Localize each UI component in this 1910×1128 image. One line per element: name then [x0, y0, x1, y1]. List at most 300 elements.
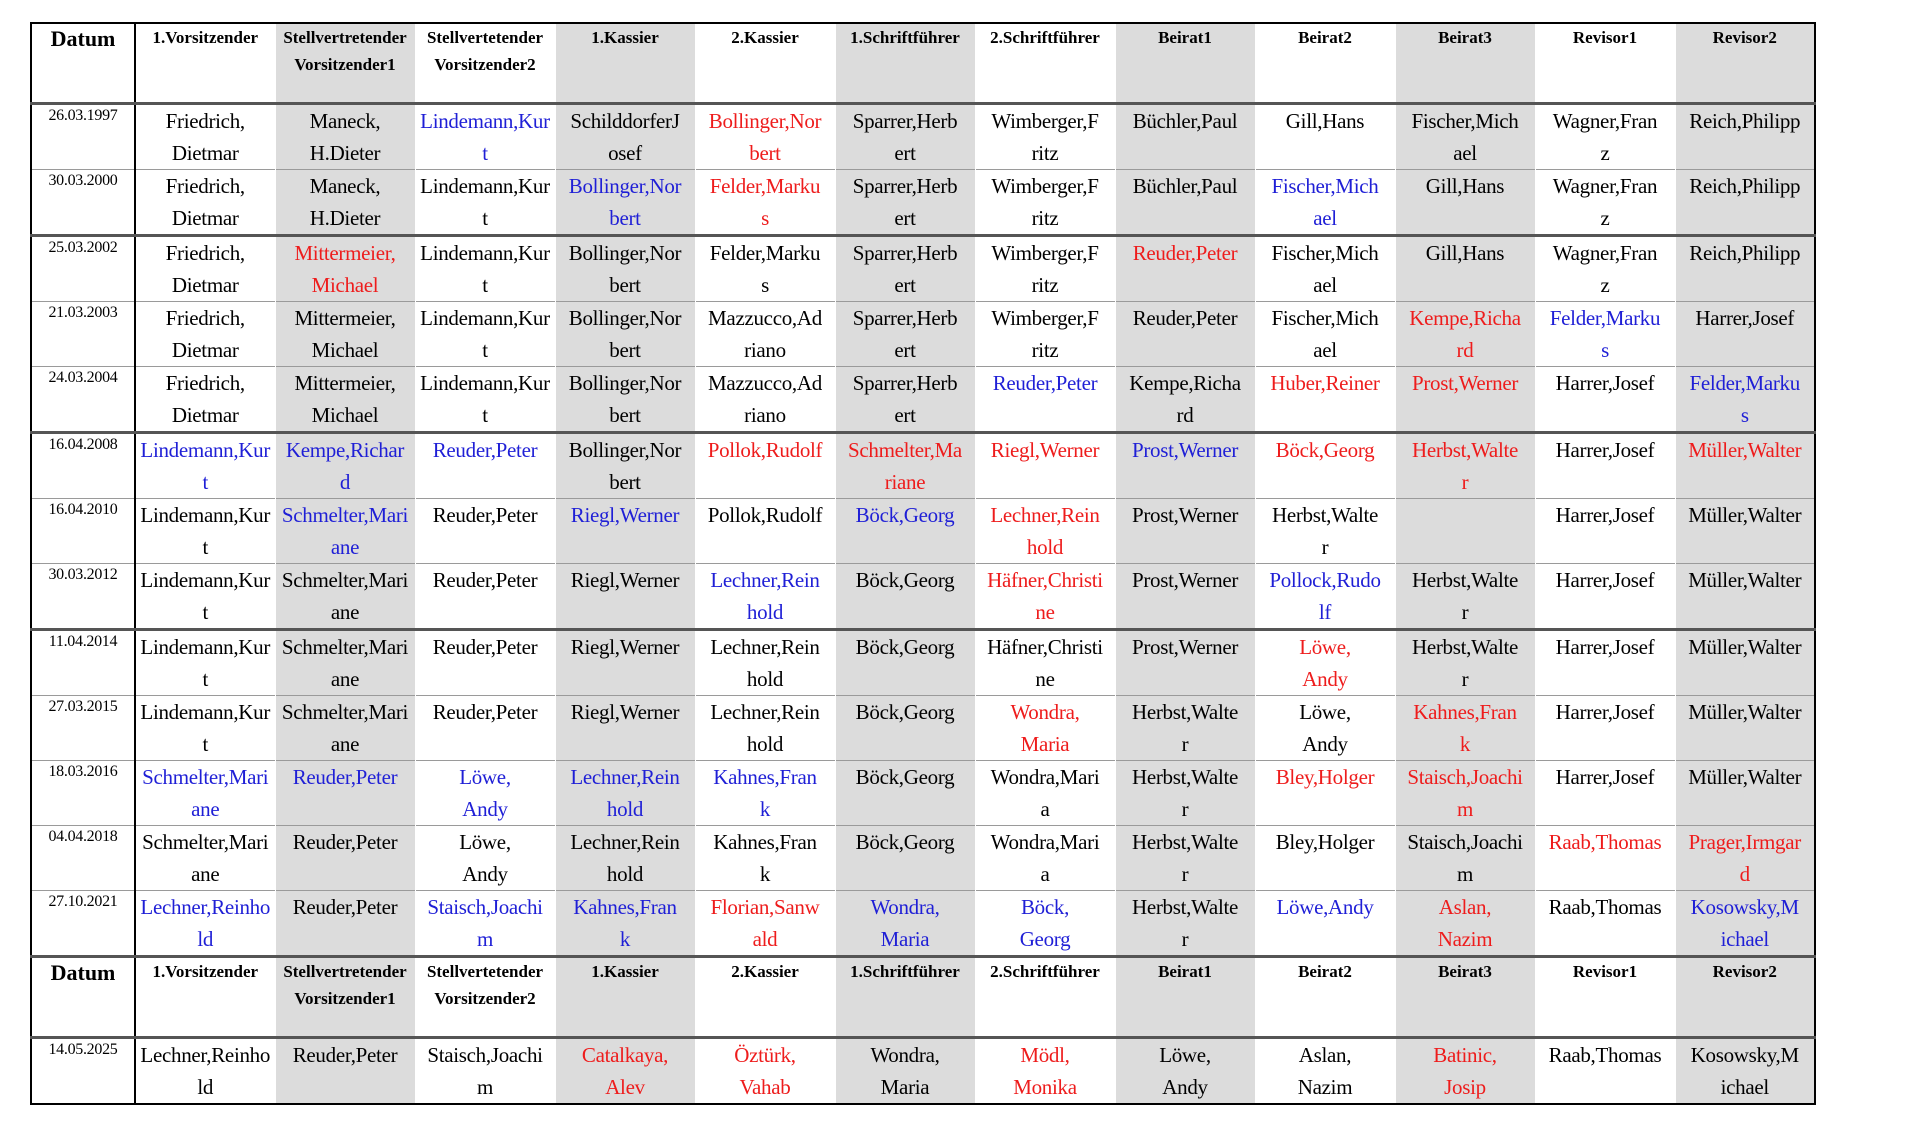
cell-line: Maneck,: [309, 174, 381, 198]
officer-cell: [1115, 302, 1255, 367]
cell-line: Felder,Marku: [709, 174, 821, 198]
cell-line: Revisor1: [1572, 962, 1638, 981]
officer-cell: [695, 236, 835, 302]
cell-line: t: [482, 141, 488, 165]
officer-cell: [835, 302, 975, 367]
cell-line: Georg: [1019, 927, 1071, 951]
cell-line: Schmelter,Mari: [281, 568, 409, 592]
officer-cell: [1535, 891, 1675, 957]
cell-line: Pollok,Rudolf: [707, 503, 823, 527]
officer-cell: [1395, 826, 1535, 891]
officer-cell: [835, 564, 975, 630]
cell-line: Dietmar: [171, 403, 239, 427]
officer-cell: [695, 826, 835, 891]
cell-line: ael: [1453, 141, 1477, 165]
cell-line: SchilddorferJ: [570, 109, 680, 133]
cell-line: Schmelter,Mari: [281, 700, 409, 724]
officer-cell: [695, 761, 835, 826]
header-row: [31, 23, 1815, 104]
cell-line: Herbst,Walte: [1411, 438, 1519, 462]
cell-line: m: [476, 927, 494, 951]
cell-line: ritz: [1031, 273, 1059, 297]
election-date: 24.03.2004: [31, 367, 135, 433]
cell-line: Mittermeier,: [294, 371, 396, 395]
cell-line: hold: [746, 600, 784, 624]
cell-line: bert: [749, 141, 781, 165]
cell-line: Wimberger,F: [991, 306, 1099, 330]
cell-line: 2.Kassier: [731, 962, 799, 981]
cell-line: Reich,Philipp: [1689, 241, 1801, 265]
cell-line: Wimberger,F: [991, 174, 1099, 198]
officer-cell: [275, 761, 415, 826]
cell-line: Harrer,Josef: [1555, 700, 1655, 724]
officer-cell: [1535, 236, 1675, 302]
cell-line: rd: [1176, 403, 1194, 427]
cell-line: Löwe,: [459, 765, 511, 789]
officer-cell: [1535, 1038, 1675, 1105]
cell-line: Mödl,: [1020, 1043, 1070, 1067]
cell-line: Pollock,Rudo: [1269, 568, 1381, 592]
officer-cell: [1395, 630, 1535, 696]
officer-cell: [1255, 499, 1395, 564]
cell-line: Kosowsky,M: [1690, 1043, 1799, 1067]
cell-line: Beirat1: [1158, 962, 1212, 981]
cell-line: Böck,Georg: [855, 700, 955, 724]
officer-cell: [1255, 761, 1395, 826]
officer-cell: [1395, 696, 1535, 761]
officer-cell: [1395, 104, 1535, 170]
cell-line: s: [761, 273, 769, 297]
cell-line: t: [202, 732, 209, 756]
cell-line: bert: [609, 273, 641, 297]
cell-line: Häfner,Christi: [987, 568, 1103, 592]
election-date: 27.03.2015: [31, 696, 135, 761]
officer-cell: [135, 236, 275, 302]
cell-line: Raab,Thomas: [1548, 830, 1662, 854]
officer-cell: [1535, 302, 1675, 367]
officer-cell: [1535, 564, 1675, 630]
cell-line: Reuder,Peter: [292, 830, 398, 854]
officer-cell: [1115, 499, 1255, 564]
cell-line: Bollinger,Nor: [568, 438, 682, 462]
cell-line: Dietmar: [171, 273, 239, 297]
cell-line: ael: [1313, 273, 1337, 297]
table-row: [31, 891, 1815, 957]
officer-cell: [135, 1038, 275, 1105]
cell-line: Wagner,Fran: [1552, 109, 1658, 133]
cell-line: a: [1040, 797, 1050, 821]
officer-cell: [135, 367, 275, 433]
officer-cell: [695, 564, 835, 630]
cell-line: t: [202, 470, 209, 494]
officer-cell: [835, 170, 975, 236]
cell-line: Revisor2: [1712, 962, 1777, 981]
cell-line: Maneck,: [309, 109, 381, 133]
cell-line: Wondra,: [870, 895, 940, 919]
cell-line: ld: [197, 927, 214, 951]
table-row: [31, 564, 1815, 630]
cell-line: t: [482, 338, 488, 362]
officer-cell: [1535, 170, 1675, 236]
cell-line: ne: [1035, 667, 1055, 691]
cell-line: riane: [884, 470, 926, 494]
cell-line: r: [1461, 470, 1469, 494]
cell-line: Friedrich,: [165, 109, 245, 133]
cell-line: Sparrer,Herb: [852, 174, 958, 198]
column-header: [1675, 23, 1815, 104]
cell-line: Sparrer,Herb: [852, 306, 958, 330]
officer-cell: [135, 499, 275, 564]
cell-line: Bollinger,Nor: [708, 109, 822, 133]
officer-cell: [555, 891, 695, 957]
cell-line: Harrer,Josef: [1555, 635, 1655, 659]
officer-cell: [1115, 891, 1255, 957]
cell-line: bert: [609, 470, 641, 494]
cell-line: ael: [1313, 206, 1337, 230]
officer-cell: [1395, 1038, 1535, 1105]
cell-line: Josip: [1444, 1075, 1486, 1099]
cell-line: hold: [746, 667, 784, 691]
cell-line: Löwe,: [459, 830, 511, 854]
cell-line: Fischer,Mich: [1271, 174, 1379, 198]
cell-line: Stellvertretender: [283, 28, 407, 47]
officer-cell: [555, 433, 695, 499]
officer-cell: [975, 826, 1115, 891]
cell-line: bert: [609, 206, 641, 230]
cell-line: s: [761, 206, 769, 230]
cell-line: k: [759, 862, 771, 886]
table-row: [31, 696, 1815, 761]
cell-line: Reuder,Peter: [432, 568, 538, 592]
cell-line: Staisch,Joachi: [1407, 765, 1523, 789]
officer-cell: [1255, 630, 1395, 696]
officer-cell: [1675, 170, 1815, 236]
cell-line: Herbst,Walte: [1411, 635, 1519, 659]
cell-line: Prost,Werner: [1131, 503, 1239, 527]
officer-cell: [1115, 104, 1255, 170]
cell-line: Dietmar: [171, 141, 239, 165]
officer-cell: [415, 236, 555, 302]
cell-line: Michael: [311, 338, 379, 362]
cell-line: Büchler,Paul: [1132, 174, 1238, 198]
cell-line: Harrer,Josef: [1555, 765, 1655, 789]
cell-line: Sparrer,Herb: [852, 241, 958, 265]
cell-line: 1.Schriftführer: [850, 28, 960, 47]
officer-cell: [275, 499, 415, 564]
officer-cell: [835, 761, 975, 826]
officer-cell: [415, 891, 555, 957]
cell-line: Bollinger,Nor: [568, 306, 682, 330]
cell-line: rd: [1456, 338, 1474, 362]
cell-line: Lindemann,Kur: [140, 503, 271, 527]
cell-line: Andy: [1302, 732, 1348, 756]
cell-line: Böck,: [1020, 895, 1070, 919]
cell-line: ert: [894, 206, 916, 230]
officer-cell: [1255, 367, 1395, 433]
header-datum: [31, 957, 135, 1038]
cell-line: Bollinger,Nor: [568, 174, 682, 198]
officer-cell: [835, 104, 975, 170]
cell-line: a: [1040, 862, 1050, 886]
officer-cell: [415, 564, 555, 630]
cell-line: Lindemann,Kur: [140, 635, 271, 659]
cell-line: Raab,Thomas: [1548, 895, 1662, 919]
officer-cell: [1675, 564, 1815, 630]
cell-line: m: [1456, 862, 1474, 886]
table-row: [31, 104, 1815, 170]
cell-line: Schmelter,Mari: [142, 765, 269, 789]
cell-line: Nazim: [1437, 927, 1493, 951]
officer-cell: [1675, 499, 1815, 564]
cell-line: Staisch,Joachi: [427, 1043, 543, 1067]
officer-cell: [415, 761, 555, 826]
column-header: [1255, 23, 1395, 104]
cell-line: Stellvertetender: [426, 962, 544, 981]
officer-cell: [415, 696, 555, 761]
officer-cell: [975, 433, 1115, 499]
cell-line: Wagner,Fran: [1552, 241, 1658, 265]
election-date: 16.04.2008: [31, 433, 135, 499]
cell-line: bert: [609, 338, 641, 362]
column-header: [835, 23, 975, 104]
officer-cell: [1115, 630, 1255, 696]
cell-line: Lechner,Reinho: [140, 1043, 271, 1067]
cell-line: Schmelter,Mari: [142, 830, 269, 854]
cell-line: Böck,Georg: [855, 503, 955, 527]
cell-line: Herbst,Walte: [1131, 765, 1239, 789]
cell-line: m: [476, 1075, 494, 1099]
cell-line: Friedrich,: [165, 306, 245, 330]
column-header: [135, 23, 275, 104]
cell-line: Dietmar: [171, 338, 239, 362]
officer-cell: [1675, 104, 1815, 170]
officer-cell: [1535, 761, 1675, 826]
officer-cell: [975, 630, 1115, 696]
cell-line: Löwe,: [1299, 700, 1351, 724]
column-header: [415, 957, 555, 1038]
officer-cell: [135, 170, 275, 236]
cell-line: d: [1739, 862, 1750, 886]
officer-cell: [555, 302, 695, 367]
cell-line: hold: [606, 797, 644, 821]
cell-line: Büchler,Paul: [1132, 109, 1238, 133]
election-date: 18.03.2016: [31, 761, 135, 826]
cell-line: ichael: [1720, 1075, 1769, 1099]
officer-cell: [555, 367, 695, 433]
cell-line: Stellvertretender: [283, 962, 407, 981]
header-row: [31, 957, 1815, 1038]
cell-line: t: [202, 667, 209, 691]
officer-cell: [275, 1038, 415, 1105]
officer-cell: [975, 761, 1115, 826]
cell-line: Fischer,Mich: [1271, 241, 1379, 265]
election-date: 30.03.2012: [31, 564, 135, 630]
cell-line: d: [339, 470, 351, 494]
officer-cell: [555, 761, 695, 826]
cell-line: Müller,Walter: [1688, 765, 1802, 789]
cell-line: Herbst,Walte: [1271, 503, 1379, 527]
election-date: 27.10.2021: [31, 891, 135, 957]
cell-line: Harrer,Josef: [1555, 503, 1655, 527]
cell-line: Schmelter,Ma: [848, 438, 962, 462]
cell-line: Riegl,Werner: [570, 635, 680, 659]
cell-line: riano: [744, 338, 786, 362]
table-row: [31, 1038, 1815, 1105]
officer-cell: [1675, 302, 1815, 367]
election-date: 26.03.1997: [31, 104, 135, 170]
officer-cell: [275, 302, 415, 367]
cell-line: m: [1456, 797, 1474, 821]
cell-line: Felder,Marku: [1549, 306, 1661, 330]
cell-line: Beirat2: [1298, 28, 1352, 47]
officer-cell: [1115, 826, 1255, 891]
cell-line: Wondra,: [1010, 700, 1080, 724]
column-header: [135, 957, 275, 1038]
cell-line: ald: [752, 927, 778, 951]
cell-line: Riegl,Werner: [570, 503, 680, 527]
column-header: [415, 23, 555, 104]
cell-line: Reuder,Peter: [432, 635, 538, 659]
column-header: [695, 23, 835, 104]
officer-cell: [975, 891, 1115, 957]
cell-line: ritz: [1031, 141, 1059, 165]
officer-cell: [555, 1038, 695, 1105]
cell-line: k: [759, 797, 771, 821]
cell-line: Lechner,Rein: [570, 830, 680, 854]
officer-cell: [1255, 564, 1395, 630]
cell-line: ael: [1313, 338, 1337, 362]
cell-line: Reuder,Peter: [292, 1043, 398, 1067]
officer-cell: [415, 367, 555, 433]
cell-line: t: [482, 273, 488, 297]
officer-cell: [1675, 761, 1815, 826]
officer-cell: [975, 696, 1115, 761]
officer-cell: [835, 826, 975, 891]
officer-cell: [695, 433, 835, 499]
cell-line: Fischer,Mich: [1411, 109, 1519, 133]
officer-cell: [1395, 367, 1535, 433]
cell-line: ne: [1035, 600, 1055, 624]
officer-cell: [415, 1038, 555, 1105]
officer-cell: [415, 433, 555, 499]
officer-cell: [835, 891, 975, 957]
officer-cell: [1115, 1038, 1255, 1105]
officer-cell: [975, 236, 1115, 302]
officer-cell: [275, 367, 415, 433]
officer-cell: [695, 367, 835, 433]
election-date: 30.03.2000: [31, 170, 135, 236]
cell-line: Böck,Georg: [855, 765, 955, 789]
cell-line: ert: [894, 141, 916, 165]
cell-line: Alev: [605, 1075, 645, 1099]
cell-line: r: [1321, 535, 1329, 559]
officer-cell: [1395, 499, 1535, 564]
column-header: [975, 23, 1115, 104]
cell-line: Müller,Walter: [1688, 700, 1802, 724]
officer-cell: [1535, 696, 1675, 761]
cell-line: Mazzucco,Ad: [708, 371, 822, 395]
cell-line: Reuder,Peter: [292, 895, 398, 919]
cell-line: Lechner,Rein: [570, 765, 680, 789]
cell-line: Kahnes,Fran: [713, 830, 817, 854]
cell-line: ert: [894, 273, 916, 297]
officer-cell: [1675, 236, 1815, 302]
officer-cell: [695, 630, 835, 696]
election-date: 25.03.2002: [31, 236, 135, 302]
cell-line: r: [1461, 600, 1469, 624]
cell-line: ritz: [1031, 206, 1059, 230]
cell-line: Maria: [1020, 732, 1070, 756]
table-row: [31, 367, 1815, 433]
officer-cell: [1395, 761, 1535, 826]
cell-line: Kosowsky,M: [1690, 895, 1799, 919]
cell-line: Schmelter,Mari: [281, 635, 409, 659]
officer-cell: [1115, 170, 1255, 236]
cell-line: Böck,Georg: [855, 830, 955, 854]
officer-cell: [835, 499, 975, 564]
cell-line: Reuder,Peter: [432, 438, 538, 462]
officer-cell: [1395, 564, 1535, 630]
cell-line: Kempe,Richar: [285, 438, 405, 462]
cell-line: Staisch,Joachi: [1407, 830, 1523, 854]
column-header: [975, 957, 1115, 1038]
officer-cell: [975, 564, 1115, 630]
cell-line: Müller,Walter: [1688, 568, 1802, 592]
column-header: [1395, 957, 1535, 1038]
cell-line: hold: [606, 862, 644, 886]
table-row: [31, 499, 1815, 564]
table-row: [31, 433, 1815, 499]
officer-cell: [275, 826, 415, 891]
cell-line: 1.Vorsitzender: [152, 28, 259, 47]
cell-line: Monika: [1013, 1075, 1077, 1099]
officer-cell: [135, 302, 275, 367]
officer-cell: [1255, 433, 1395, 499]
cell-line: Herbst,Walte: [1131, 700, 1239, 724]
cell-line: Reuder,Peter: [1132, 241, 1238, 265]
cell-line: Riegl,Werner: [570, 568, 680, 592]
cell-line: Öztürk,: [734, 1043, 796, 1067]
cell-line: Reuder,Peter: [1132, 306, 1238, 330]
column-header: [555, 957, 695, 1038]
officer-cell: [555, 564, 695, 630]
officer-cell: [415, 499, 555, 564]
cell-line: Revisor1: [1572, 28, 1638, 47]
officer-cell: [1675, 696, 1815, 761]
cell-line: Müller,Walter: [1688, 503, 1802, 527]
cell-line: lf: [1318, 600, 1332, 624]
cell-line: Lechner,Rein: [710, 568, 820, 592]
officer-cell: [695, 1038, 835, 1105]
election-date: 21.03.2003: [31, 302, 135, 367]
officer-cell: [1255, 891, 1395, 957]
cell-line: 1.Kassier: [591, 28, 659, 47]
cell-line: Löwe,: [1299, 635, 1351, 659]
table-row: [31, 826, 1815, 891]
table-row: [31, 302, 1815, 367]
cell-line: t: [482, 206, 488, 230]
cell-line: 1.Schriftführer: [850, 962, 960, 981]
cell-line: ane: [330, 535, 360, 559]
table-row: [31, 170, 1815, 236]
officer-cell: [1535, 826, 1675, 891]
officer-cell: [1115, 761, 1255, 826]
officer-cell: [695, 891, 835, 957]
cell-line: ane: [330, 667, 360, 691]
officer-cell: [1535, 367, 1675, 433]
officer-cell: [835, 696, 975, 761]
cell-line: Florian,Sanw: [710, 895, 820, 919]
